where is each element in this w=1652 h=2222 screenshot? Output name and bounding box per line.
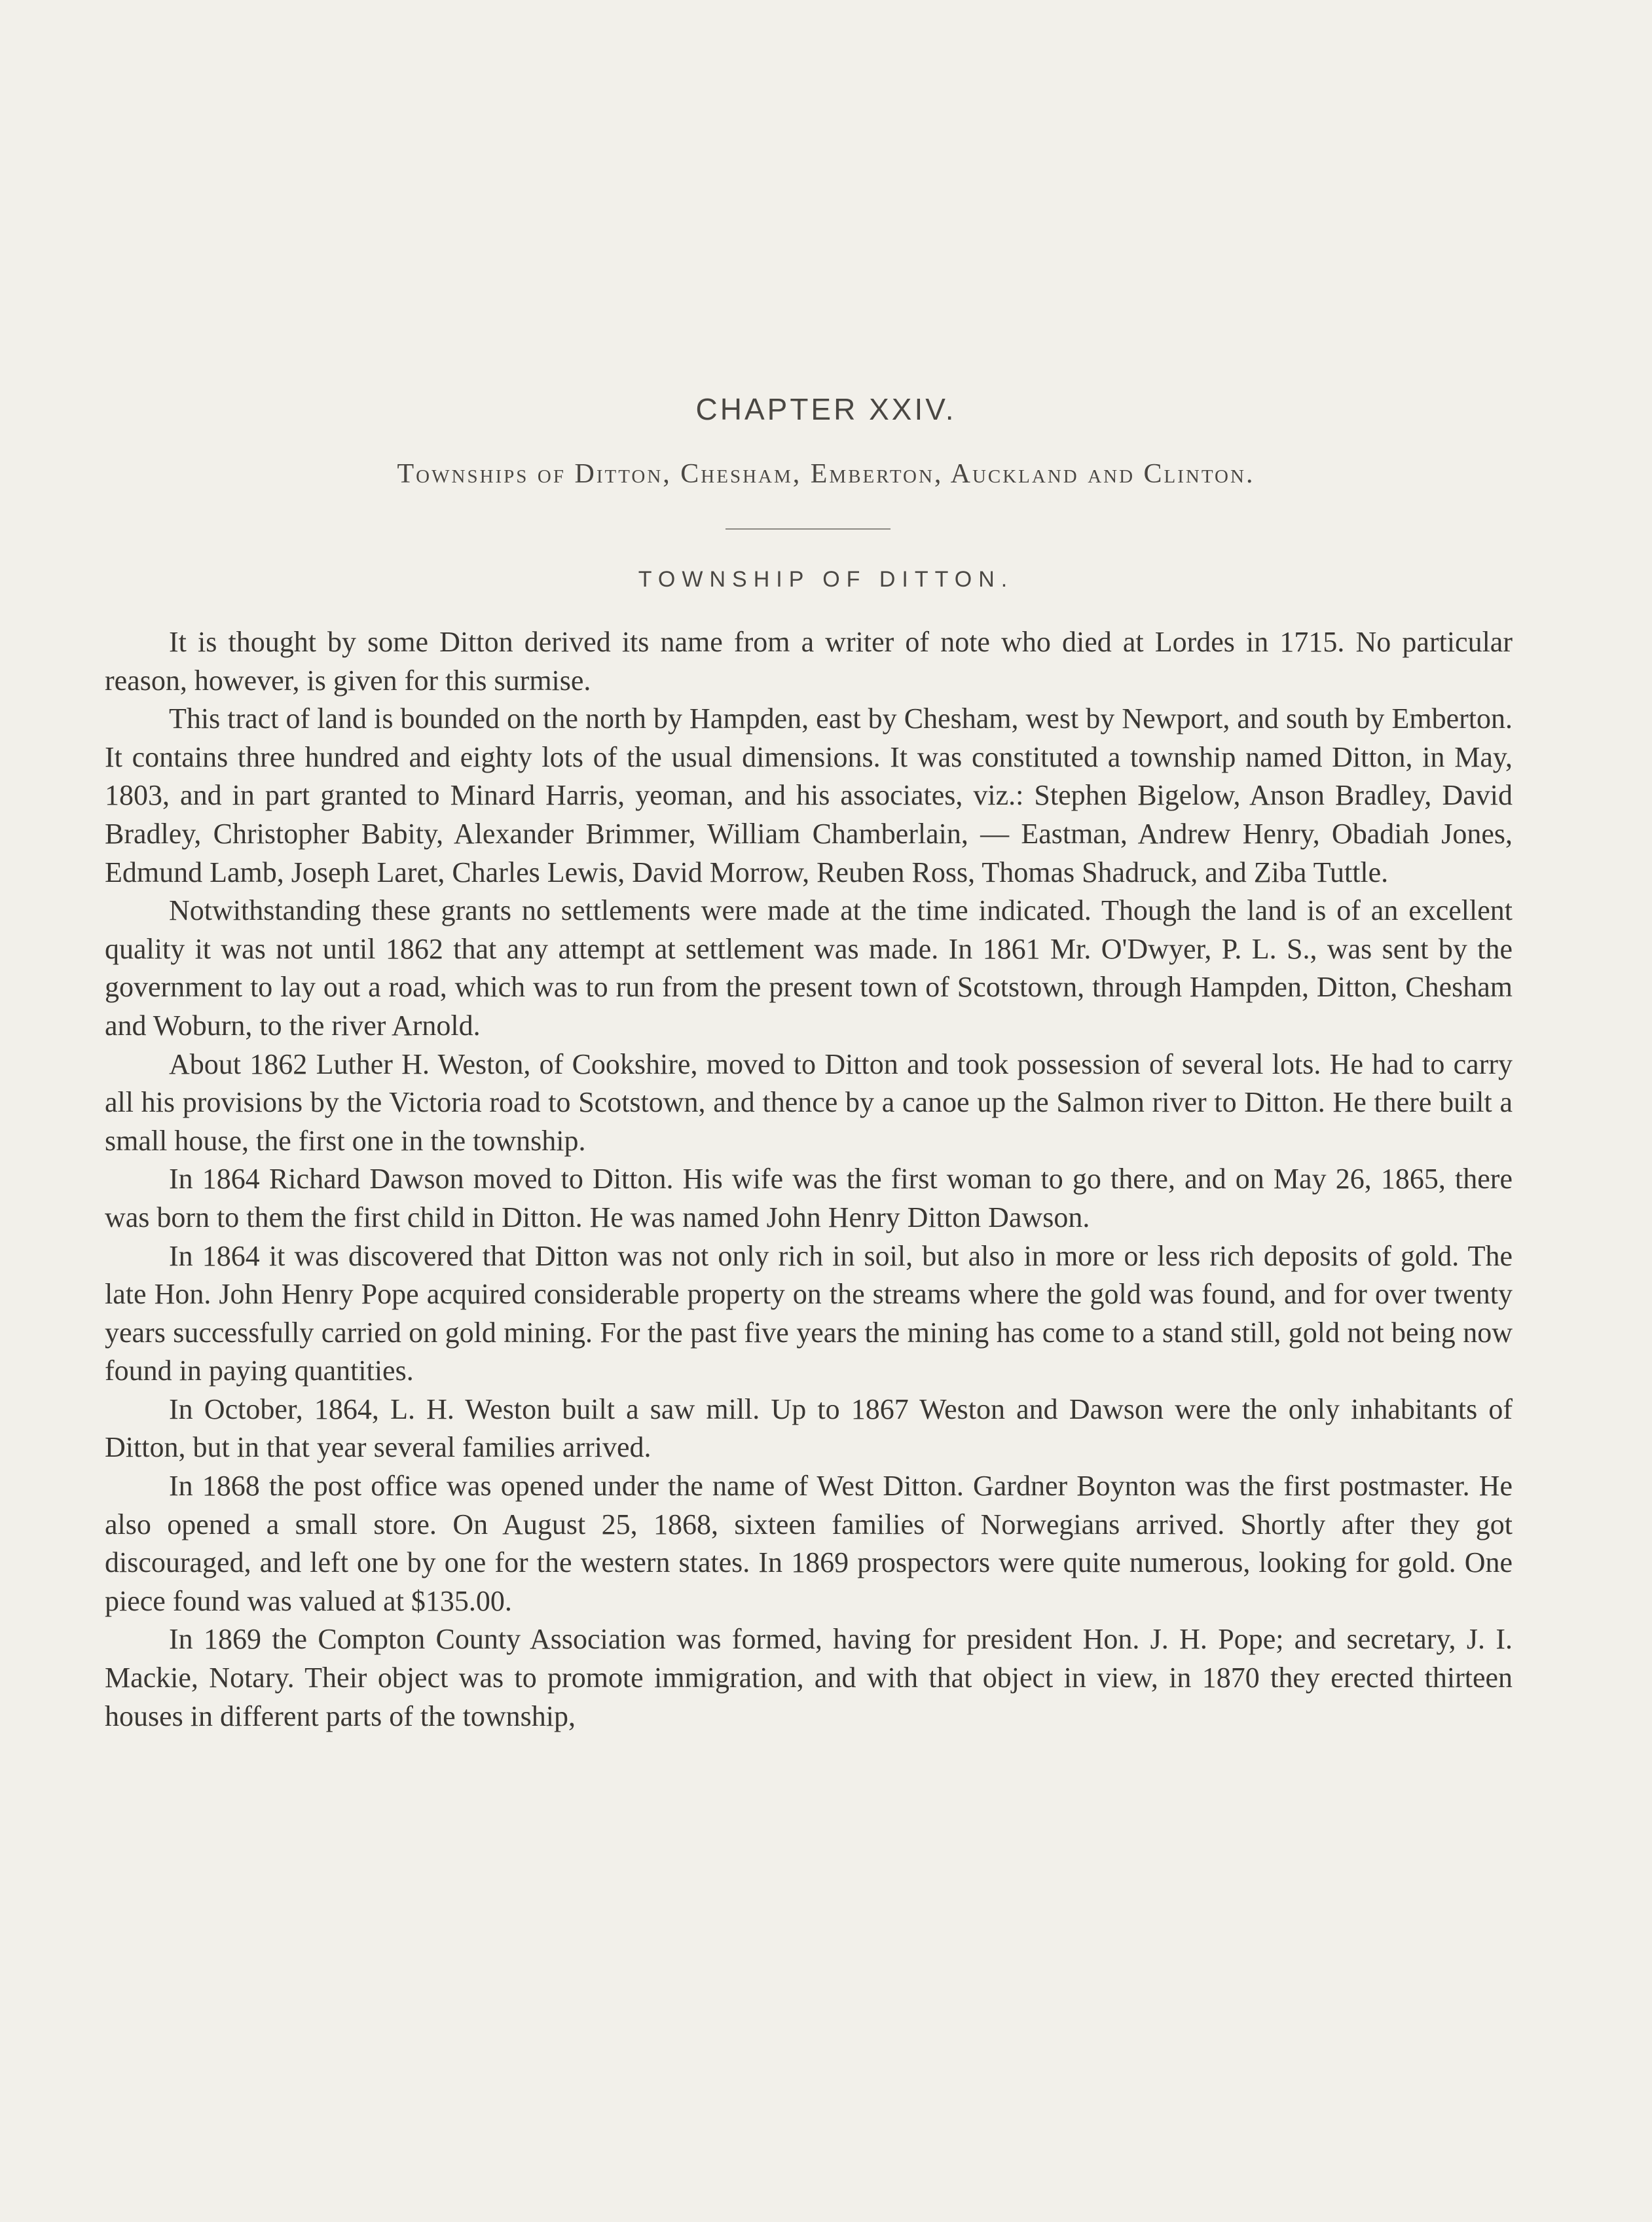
paragraph: It is thought by some Ditton derived its name from a writer of note who died at Lordes in 1715. No particular reason, however, is given for this surmise. — [105, 626, 1513, 697]
chapter-title: CHAPTER XXIV. — [695, 392, 957, 426]
paragraph: In 1864 Richard Dawson moved to Ditton. His wife was the first woman to go there, and on May 26, 1865, there was born to them the first child in Ditton. He was named John Henry Ditton Dawson. — [105, 1163, 1513, 1233]
paragraph: In 1869 the Compton County Association was formed, having for president Hon. J. H. Pope; and secretary, J. I. Mackie, Notary. Their object was to promote immigration, and with that object in view, in 1870 they erected thirteen houses in different parts of the township, — [105, 1623, 1513, 1732]
body-text — [105, 623, 1513, 1736]
paragraph: About 1862 Luther H. Weston, of Cookshire, moved to Ditton and took possession of several lots. He had to carry all his provisions by the Victoria road to Scotstown, and thence by a canoe up the Salmon river to Ditton. He there built a small house, the first one in the township. — [105, 1047, 1513, 1157]
section-divider — [725, 528, 890, 530]
paragraph: In 1864 it was discovered that Ditton was not only rich in soil, but also in more or less rich deposits of gold. The late Hon. John Henry Pope acquired considerable property on the streams where the gold was found, and for over twenty years successfully carried on gold mining. For the past five years the mining has come to a stand still, gold not being now found in paying quantities. — [105, 1239, 1513, 1387]
paragraph: In 1868 the post office was opened under the name of West Ditton. Gardner Boynton was the first postmaster. He also opened a small store. On August 25, 1868, sixteen families of Norwegians arrived. Shortly after they got discouraged, and left one by one for the western states. In 1869 prospectors were quite numerous, looking for gold. One piece found was valued at $135.00. — [105, 1470, 1513, 1617]
paragraph: Notwithstanding these grants no settlements were made at the time indicated. Though the land is of an excellent quality it was not until 1862 that any attempt at settlement was made. In 1861 Mr. O'Dwyer, P. L. S., was sent by the government to lay out a road, which was to run from the present town of Scotstown, through Hampden, Ditton, Chesham and Woburn, to the river Arnold. — [105, 894, 1513, 1042]
paragraph: In October, 1864, L. H. Weston built a saw mill. Up to 1867 Weston and Dawson were the only inhabitants of Ditton, but in that year several families arrived. — [105, 1393, 1513, 1464]
paragraph: This tract of land is bounded on the north by Hampden, east by Chesham, west by Newport, and south by Emberton. It contains three hundred and eighty lots of the usual dimensions. It was constituted a township named Ditton, in May, 1803, and in part granted to Minard Harris, yeoman, and his associates, viz.: Stephen Bigelow, Anson Bradley, David Bradley, Christopher Babity, Alexander Brimmer, William Chamberlain, — Eastman, Andrew Henry, Obadiah Jones, Edmund Lamb, Joseph Laret, Charles Lewis, David Morrow, Reuben Ross, Thomas Shadruck, and Ziba Tuttle. — [105, 702, 1513, 888]
section-title: TOWNSHIP OF DITTON. — [638, 567, 1014, 592]
chapter-subtitle: Townships of Ditton, Chesham, Emberton, Auckland and Clinton. — [397, 459, 1255, 489]
